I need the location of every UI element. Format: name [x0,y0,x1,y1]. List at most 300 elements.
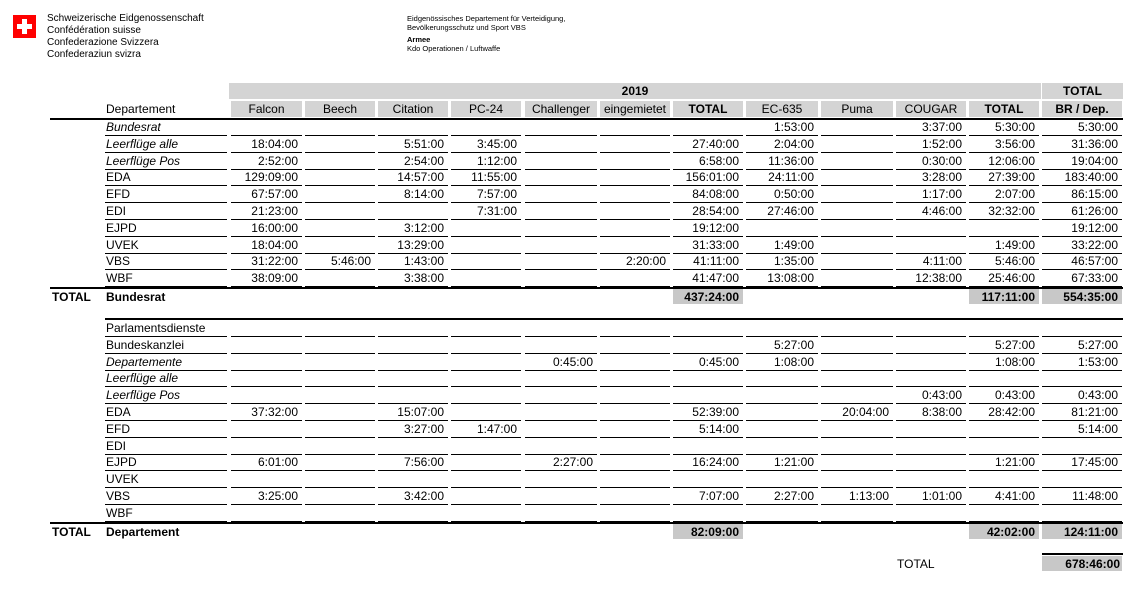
table-cell [821,438,889,454]
table-cell [305,237,371,253]
table-cell: 5:46:00 [994,254,1035,269]
table-cell: 1:21:00 [773,455,814,470]
table-cell: 3:56:00 [994,136,1035,151]
table-cell [600,421,666,437]
table-cell [378,337,444,353]
table-cell [821,237,889,253]
table-cell: 0:45:00 [698,354,739,369]
table-cell: 8:14:00 [403,187,444,202]
table-cell: 4:41:00 [994,489,1035,503]
table-cell: 1:43:00 [403,254,444,269]
table-cell [231,320,298,336]
row-label: VBS [106,254,131,269]
table-cell [525,320,593,336]
column-header: EC-635 [761,102,803,116]
total-label: Departement [106,524,180,539]
table-cell [525,119,593,135]
table-cell [378,370,444,386]
table-cell [451,253,517,269]
table-cell [896,471,962,487]
column-header: TOTAL [688,102,728,116]
total-cell: 554:35:00 [1063,290,1118,304]
table-cell [231,387,298,403]
table-cell [305,153,371,169]
table-cell [1042,320,1118,336]
table-cell [746,404,814,420]
table-cell: 3:12:00 [403,220,444,235]
table-cell [896,237,962,253]
table-cell [525,421,593,437]
table-cell: 52:39:00 [692,405,739,419]
table-cell: 46:57:00 [1071,254,1118,269]
department-heading [407,14,565,53]
table-cell [600,153,666,169]
table-cell: 13:08:00 [767,271,814,286]
table-cell [525,404,593,420]
table-cell: 13:29:00 [397,237,444,252]
total-rule [50,287,1123,289]
table-cell [821,421,889,437]
table-cell: 1:49:00 [773,237,814,252]
table-cell [969,505,1035,521]
table-cell [821,136,889,152]
table-cell [821,253,889,269]
table-cell: 1:47:00 [476,421,517,436]
table-cell [821,153,889,169]
column-header: Citation [392,102,434,116]
table-cell [305,505,371,521]
table-cell: 3:27:00 [403,421,444,436]
table-cell [525,337,593,353]
table-cell: 4:11:00 [922,254,962,269]
table-cell [673,119,739,135]
row-label: UVEK [106,237,139,252]
table-cell [231,337,298,353]
column-header: COUGAR [904,102,958,116]
row-label: EDI [106,438,127,453]
row-label: Leerflüge alle [106,136,179,151]
table-cell [451,370,517,386]
confed-line-fr: Confédération suisse [47,25,141,36]
table-cell: 1:49:00 [994,237,1035,252]
table-cell [525,136,593,152]
column-header: BR / Dep. [1055,102,1109,116]
table-cell [673,505,739,521]
table-cell [305,404,371,420]
table-cell [821,270,889,286]
table-cell: 6:58:00 [698,153,739,168]
table-cell [525,370,593,386]
table-cell: 5:27:00 [994,337,1035,352]
table-cell [451,488,517,504]
table-cell [525,505,593,521]
table-cell: 5:14:00 [1077,421,1118,436]
table-cell: 0:43:00 [921,388,962,403]
table-cell [231,438,298,454]
row-label: VBS [106,489,131,503]
row-label: EDA [106,170,131,185]
row-label: Bundeskanzlei [106,337,185,352]
table-cell [305,370,371,386]
table-cell: 0:45:00 [552,354,593,369]
table-cell: 2:04:00 [773,136,814,151]
table-cell [896,337,962,353]
total-cell: 437:24:00 [684,290,739,304]
table-cell [451,387,517,403]
table-cell [600,203,666,219]
total-prefix: TOTAL [52,290,91,304]
row-label: EFD [106,187,130,202]
table-cell [231,119,298,135]
table-cell: 19:04:00 [1071,153,1118,168]
total-rule [50,522,1123,524]
table-cell [746,370,814,386]
table-cell [600,270,666,286]
table-cell: 28:54:00 [692,204,739,218]
table-cell [378,387,444,403]
table-cell: 11:55:00 [471,170,517,185]
table-cell [821,454,889,470]
total-cell: 82:09:00 [690,524,739,539]
table-cell: 32:32:00 [988,204,1035,218]
table-cell: 0:30:00 [921,153,962,168]
table-cell: 12:06:00 [988,153,1035,168]
table-cell: 20:04:00 [842,405,889,419]
row-label: EJPD [106,455,137,470]
table-cell [305,354,371,370]
table-cell: 19:12:00 [1071,220,1118,235]
table-cell [451,438,517,454]
table-cell [525,471,593,487]
table-cell: 25:46:00 [988,271,1035,286]
table-cell: 12:38:00 [915,271,962,286]
table-cell [896,320,962,336]
table-cell: 84:08:00 [692,187,739,202]
table-cell [1042,471,1118,487]
table-cell [231,505,298,521]
table-cell: 183:40:00 [1064,170,1118,185]
table-cell: 3:25:00 [257,489,298,503]
table-cell: 31:36:00 [1071,136,1118,151]
table-cell [969,421,1035,437]
table-cell [305,320,371,336]
dept-line-1: Eidgenössisches Departement für Verteidigung, [407,14,566,23]
row-label: EDA [106,405,131,419]
table-cell: 5:27:00 [1077,337,1118,352]
table-cell [600,237,666,253]
table-cell: 86:15:00 [1071,187,1118,202]
table-cell: 5:46:00 [330,254,371,269]
table-cell [305,438,371,454]
grand-total-value: 678:46:00 [1065,557,1120,571]
table-cell: 16:00:00 [251,220,298,235]
table-cell: 2:54:00 [403,153,444,168]
table-cell [305,220,371,236]
table-cell [305,119,371,135]
row-header: Departement [106,102,176,116]
table-cell: 5:51:00 [403,136,444,151]
table-cell: 1:17:00 [921,187,962,202]
table-cell: 1:08:00 [994,354,1035,369]
table-cell [821,320,889,336]
table-cell [378,320,444,336]
table-cell: 3:28:00 [921,170,962,185]
table-cell [600,354,666,370]
table-cell [600,169,666,185]
column-header: Falcon [248,102,285,116]
table-cell [821,354,889,370]
table-cell [525,186,593,202]
column-header: Beech [322,102,358,116]
total-header: TOTAL [1063,84,1102,98]
table-cell: 4:46:00 [921,204,962,218]
table-cell [1042,438,1118,454]
table-cell: 2:07:00 [994,187,1035,202]
table-cell [746,387,814,403]
table-cell: 38:09:00 [251,271,298,286]
table-cell [746,220,814,236]
table-cell [600,337,666,353]
table-cell [451,237,517,253]
table-cell [231,354,298,370]
table-cell [451,505,517,521]
table-cell [673,370,739,386]
table-cell: 31:33:00 [692,237,739,252]
table-cell [821,370,889,386]
table-cell: 21:23:00 [251,204,298,218]
table-cell [1042,505,1118,521]
dept-line-2: Bevölkerungsschutz und Sport VBS [407,23,526,32]
table-cell [451,454,517,470]
table-cell: 0:43:00 [1077,388,1118,403]
total-label: Bundesrat [106,290,166,304]
table-cell [305,471,371,487]
table-cell [525,387,593,403]
column-header: eingemietet [603,102,667,116]
table-cell [525,203,593,219]
table-cell: 0:50:00 [773,187,814,202]
table-cell [600,136,666,152]
table-cell [821,471,889,487]
table-cell [600,404,666,420]
table-cell: 67:33:00 [1071,271,1118,286]
row-label: EFD [106,421,130,436]
table-cell [305,203,371,219]
table-cell [821,220,889,236]
table-cell [600,370,666,386]
table-cell [231,370,298,386]
swiss-cross-icon [13,15,36,38]
table-cell: 2:27:00 [552,455,593,470]
table-cell [821,387,889,403]
table-cell: 3:37:00 [921,120,962,134]
total-cell: 124:11:00 [1063,524,1118,539]
table-cell [600,186,666,202]
table-cell: 27:40:00 [692,136,739,151]
table-cell [600,438,666,454]
table-cell [378,203,444,219]
table-cell: 1:53:00 [773,120,814,134]
table-cell [525,169,593,185]
table-cell: 3:42:00 [403,489,444,503]
table-cell [969,220,1035,236]
column-header: TOTAL [984,102,1024,116]
table-cell [378,119,444,135]
table-cell: 41:47:00 [692,271,739,286]
table-cell: 17:45:00 [1071,455,1118,470]
table-cell: 1:53:00 [1077,354,1118,369]
table-cell [305,421,371,437]
row-label: EDI [106,204,127,218]
table-cell [746,421,814,437]
table-cell [746,505,814,521]
row-label: Departemente [106,354,183,369]
row-label: Leerflüge Pos [106,153,181,168]
table-cell [600,220,666,236]
confed-line-it: Confederazione Svizzera [47,37,159,48]
table-cell [305,169,371,185]
table-cell [821,337,889,353]
grand-total-label: TOTAL [897,557,935,571]
table-cell: 1:13:00 [848,489,889,503]
table-cell: 1:01:00 [921,489,962,503]
table-cell [451,270,517,286]
table-cell [821,119,889,135]
table-cell [673,438,739,454]
table-cell: 8:38:00 [921,405,962,419]
table-cell: 81:21:00 [1071,405,1118,419]
table-cell: 7:31:00 [476,204,517,218]
table-cell [896,370,962,386]
table-cell [821,169,889,185]
table-cell [600,471,666,487]
row-label: Parlamentsdienste [106,321,206,335]
year-header: 2019 [621,84,649,98]
confed-line-de: Schweizerische Eidgenossenschaft [47,13,204,24]
table-cell: 7:07:00 [698,489,739,503]
table-cell [600,505,666,521]
table-cell: 18:04:00 [251,136,298,151]
table-cell: 61:26:00 [1071,204,1118,218]
table-cell [746,438,814,454]
table-cell [305,488,371,504]
row-label: Leerflüge alle [106,371,179,386]
table-cell [821,186,889,202]
table-cell [451,337,517,353]
table-cell [969,320,1035,336]
table-cell [451,119,517,135]
confederation-name [47,13,204,61]
table-cell [896,354,962,370]
table-cell [969,471,1035,487]
total-cell: 117:11:00 [981,290,1035,304]
table-cell: 41:11:00 [693,254,739,269]
table-cell: 2:20:00 [625,254,666,269]
table-cell: 3:45:00 [476,136,517,151]
table-cell: 5:30:00 [994,120,1035,134]
table-cell: 2:52:00 [257,153,298,168]
table-cell: 1:21:00 [994,455,1035,470]
table-cell [896,220,962,236]
table-cell [305,270,371,286]
table-cell [600,119,666,135]
table-cell: 24:11:00 [768,170,814,185]
table-cell [525,220,593,236]
table-cell: 1:12:00 [476,153,517,168]
column-header: PC-24 [468,102,503,116]
table-cell [673,320,739,336]
table-cell: 16:24:00 [692,455,739,470]
table-cell: 18:04:00 [251,237,298,252]
table-cell: 67:57:00 [251,187,298,202]
total-cell: 42:02:00 [986,524,1035,539]
column-header: Puma [841,102,873,116]
table-cell [231,421,298,437]
row-label: UVEK [106,472,139,487]
table-cell: 28:42:00 [988,405,1035,419]
confed-line-rm: Confederaziun svizra [47,49,141,60]
table-cell: 5:27:00 [773,337,814,352]
grand-total-rule [1042,553,1123,555]
table-cell [969,370,1035,386]
table-cell: 1:52:00 [921,136,962,151]
table-cell [451,354,517,370]
table-cell: 15:07:00 [397,405,444,419]
table-cell [525,237,593,253]
table-cell [896,438,962,454]
table-cell [600,387,666,403]
table-cell [525,153,593,169]
table-cell [746,471,814,487]
row-label: Bundesrat [106,120,161,134]
unit-name: Armee [407,35,431,44]
table-cell [600,454,666,470]
table-cell [673,387,739,403]
table-cell: 11:48:00 [1072,489,1118,503]
table-cell [821,203,889,219]
table-cell: 31:22:00 [251,254,298,269]
table-cell [525,270,593,286]
unit-sub: Kdo Operationen / Luftwaffe [407,44,501,53]
row-label: Leerflüge Pos [106,388,181,403]
table-cell [305,454,371,470]
row-label: WBF [106,271,133,286]
table-cell [378,354,444,370]
table-cell [231,471,298,487]
table-cell [896,505,962,521]
total-prefix: TOTAL [52,524,91,539]
table-cell: 27:46:00 [767,204,814,218]
table-cell [378,505,444,521]
table-cell [525,253,593,269]
table-cell: 5:30:00 [1077,120,1118,134]
table-cell [451,320,517,336]
table-cell [1042,370,1118,386]
row-label: EJPD [106,220,137,235]
table-cell [305,337,371,353]
table-cell [673,337,739,353]
table-cell: 37:32:00 [251,405,298,419]
table-cell: 14:57:00 [397,170,444,185]
table-cell [451,220,517,236]
table-cell: 0:43:00 [994,388,1035,403]
table-cell: 5:14:00 [698,421,739,436]
table-cell: 7:56:00 [403,455,444,470]
table-cell [600,320,666,336]
table-cell: 1:08:00 [773,354,814,369]
table-cell [673,471,739,487]
row-label: WBF [106,505,133,520]
